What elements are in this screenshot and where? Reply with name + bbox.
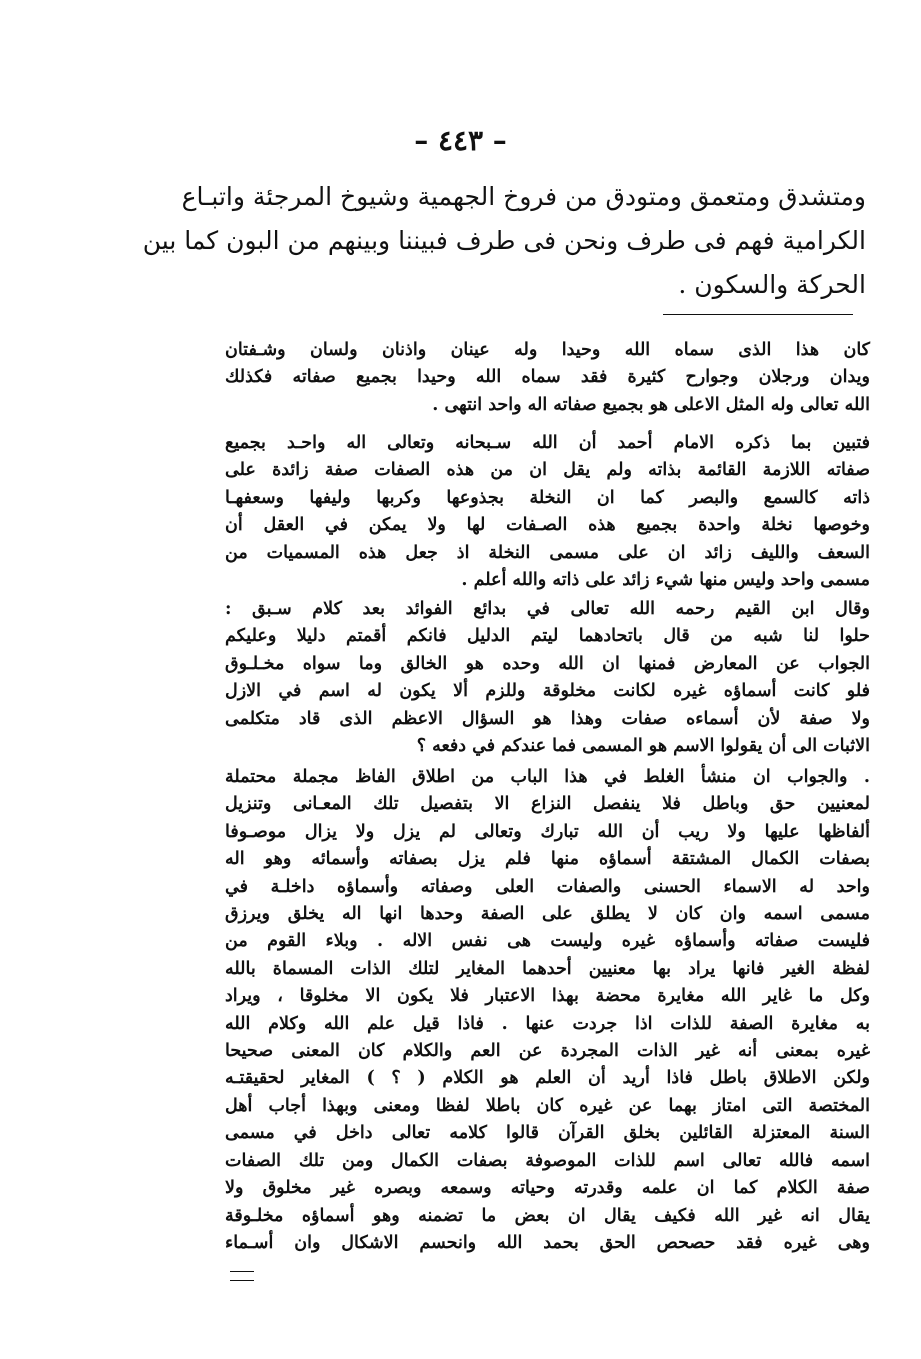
footnote-line: صفة الكلام كما ان علمه وقدرته وحياته وسمعه وبصره غير مخلوق ولا — [225, 1178, 870, 1199]
footnote-line: صفاته اللازمة القائمة بذاته ولم يقل ان من هذه الصفات صفة زائدة على — [225, 460, 870, 481]
footnote-line: وقال ابن القيم رحمه الله تعالى في بدائع الفوائد بعد كلام سـبق : — [225, 599, 870, 619]
footnote-line: واحد له الاسماء الحسنى والصفات العلى وصفاته وأسماؤه داخلـة في — [225, 876, 870, 897]
footnote-line: الجواب عن المعارض فمنها ان الله وحده هو الخالق وما سواه مخـلـوق — [225, 653, 870, 674]
footnote-line: السنة المعتزلة القائلين بخلق القرآن قالوا كلامه تعالى داخل في مسمى — [225, 1123, 870, 1144]
page-number: – ٤٤٣ – — [414, 124, 507, 157]
footnote-line: ويدان ورجلان وجوارح كثيرة فقد سماه الله وحيدا بجميع صفاته فكذلك — [225, 367, 870, 388]
footnote-line: السعف والليف زائد ان على مسمى النخلة اذ جعل هذه المسميات من — [225, 542, 870, 563]
footnote-line: الاثبات الى أن يقولوا الاسم هو المسمى فما عندكم في دفعه ؟ — [416, 736, 870, 757]
main-text-line: ومتشدق ومتعمق ومتودق من فروخ الجهمية وشيوخ المرجئة واتبـاع — [181, 182, 866, 211]
footnote-line: كان هذا الذى سماه الله وحيدا وله عينان واذنان ولسان وشـفتان — [225, 340, 870, 360]
footnote-line: . والجواب ان منشأ الغلط في هذا الباب من اطلاق الفاظ مجملة محتملة — [225, 767, 870, 787]
footnote-line: ولكن الاطلاق باطل فاذا أريد أن العلم هو الكلام ( ؟ ) المغاير لحقيقتـه — [225, 1068, 870, 1089]
footnote-line: مسمى اسمه وان كان لا يطلق على الصفة وحدها انها اله يخلق ويرزق — [225, 904, 870, 925]
footnote-line: الله تعالى وله المثل الاعلى هو بجميع صفاته اله واحد انتهى . — [432, 394, 870, 415]
footnote-line: وكل ما غاير الله مغايرة محضة بهذا الاعتبار فلا يكون الا مخلوقا ، ويراد — [225, 986, 870, 1007]
footnote-line: فتبين بما ذكره الامام أحمد أن الله سـبحانه وتعالى اله واحـد بجميع — [225, 433, 870, 453]
footnote-line: فلو كانت أسماؤه غيره لكانت مخلوقة وللزم ألا يكون له اسم في الازل — [225, 681, 870, 702]
main-text-line: الكرامية فهم فى طرف ونحن فى طرف فبيننا وبينهم من البون كما بين — [142, 226, 866, 255]
main-text-line: الحركة والسكون . — [678, 270, 866, 299]
footnote-line: لفظة الغير فانها يراد بها معنيين أحدهما المغاير لتلك الذات المسماة بالله — [225, 958, 870, 979]
footnote-line: لمعنيين حق وباطل فلا ينفصل النزاع الا بتفصيل تلك المعـانى وتنزيل — [225, 794, 870, 815]
footnote-line: بصفات الكمال المشتقة أسماؤه منها فلم يزل بصفاته وأسمائه وهو اله — [225, 849, 870, 870]
footnote-line: ذاته كالسمع والبصر كما ان النخلة بجذوعها وكربها وليفها وسعفهـا — [225, 487, 870, 508]
footnote-paragraph-2 — [225, 430, 870, 594]
footnote-line: مسمى واحد وليس منها شيء زائد على ذاته والله أعلم . — [461, 570, 870, 591]
footnote-line: يقال انه غير الله فكيف يقال ان بعض ما تضمنه وهو أسماؤه مخلـوقة — [225, 1205, 870, 1226]
footnote-line: المختصة التى امتاز بهما عن غيره كان باطلا لفظا ومعنى وبهذا أجاب أهل — [225, 1095, 870, 1116]
main-paragraph — [142, 175, 866, 307]
footnote-paragraph-1 — [225, 337, 870, 419]
footnote-line: حلوا لنا شبه من قال باتحادهما ليتم الدليل فانكم أقمتم دليلا وعليكم — [225, 626, 870, 647]
footnote-line: وخوصها نخلة واحدة بجميع هذه الصـفات لها ولا يمكن في العقل أن — [225, 515, 870, 536]
continuation-mark — [230, 1271, 254, 1281]
footnote-line: فليست صفاته وأسماؤه غيره وليست هى نفس الاله . وبلاء القوم من — [225, 931, 870, 952]
footnote-separator — [663, 314, 853, 315]
footnote-line: ألفاظها عليها ولا ريب أن الله تبارك وتعالى لم يزل ولا يزال موصـوفا — [225, 821, 870, 842]
footnote-line: غيره بمعنى أنه غير الذات المجردة عن العم والكلام كان المعنى صحيحا — [225, 1041, 870, 1062]
footnote-line: اسمه فالله تعالى اسم للذات الموصوفة بصفات الكمال ومن تلك الصفات — [225, 1150, 870, 1171]
footnote-line: به مغايرة الصفة للذات اذا جردت عنها . فاذا قيل علم الله وكلام الله — [225, 1013, 870, 1034]
footnote-paragraph-4 — [225, 764, 870, 1257]
footnote-line: وهى غيره فقد حصحص الحق بحمد الله وانحسم الاشكال وان أسـماء — [225, 1232, 870, 1253]
footnote-paragraph-3 — [225, 596, 870, 760]
footnote-line: ولا صفة لأن أسماءه صفات وهذا هو السؤال الاعظم الذى قاد متكلمى — [225, 708, 870, 729]
